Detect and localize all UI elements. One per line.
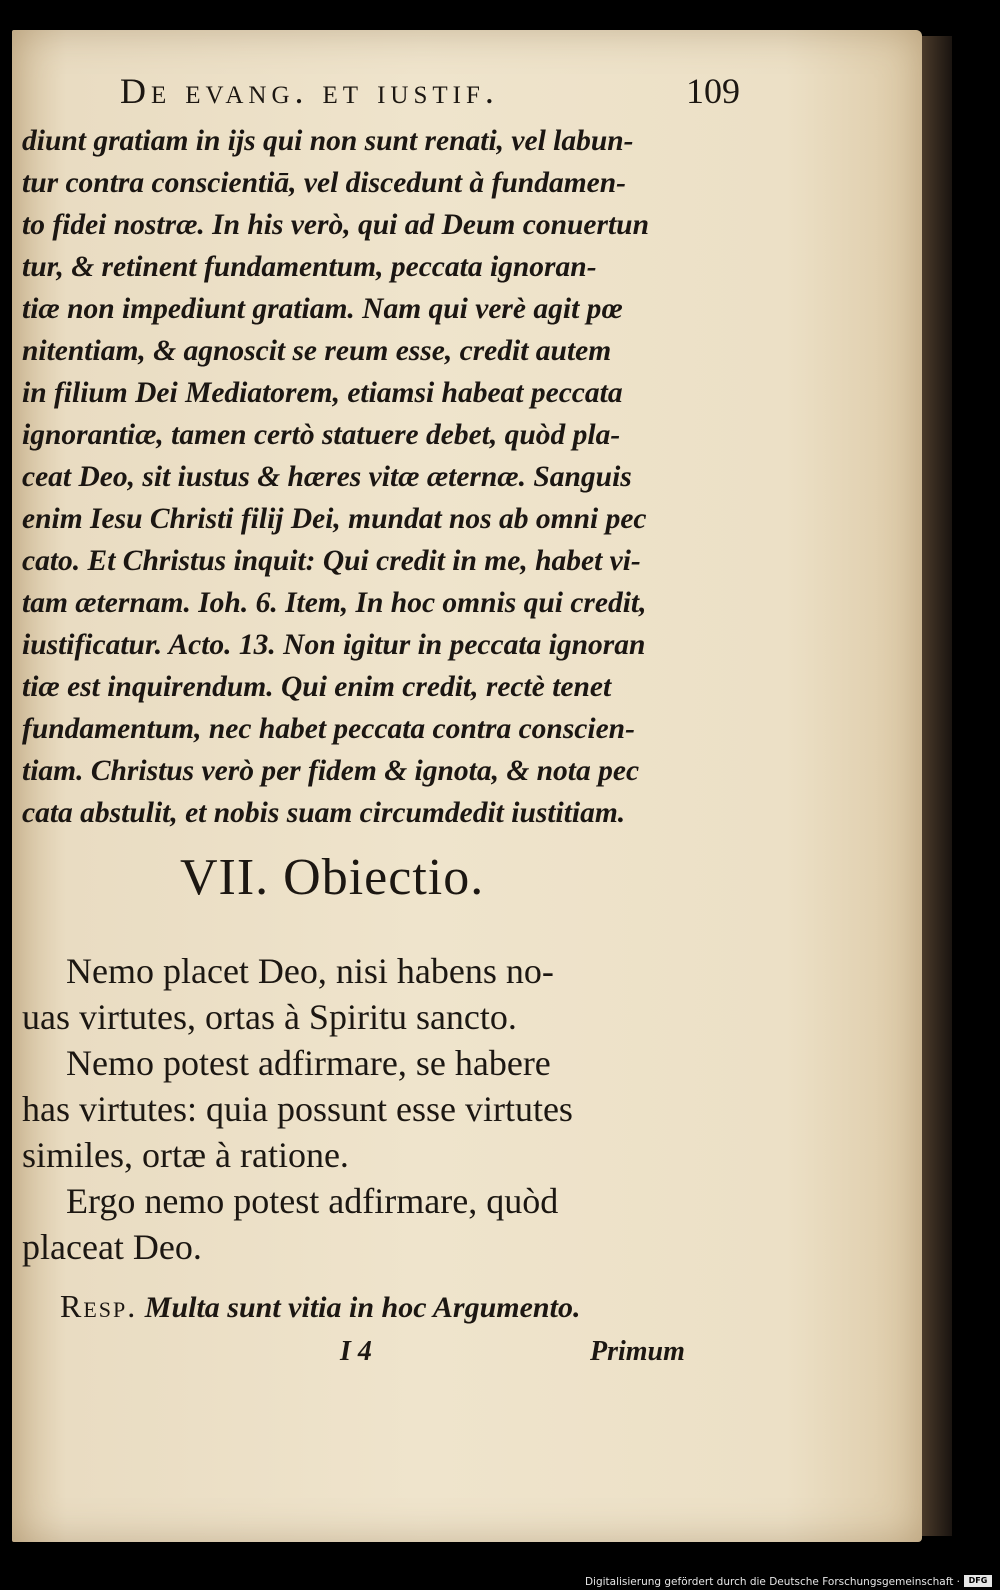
text-line: ignorantiæ, tamen certò statuere debet, quòd pla- [22, 419, 621, 451]
response-line [60, 1288, 710, 1325]
roman-paragraph [22, 948, 712, 1270]
text-line: in filium Dei Mediatorem, etiamsi habeat peccata [22, 377, 623, 409]
text-line: cata abstulit, et nobis suam circumdedit iustitiam. [22, 797, 626, 829]
text-line: Ergo nemo potest adfirmare, quòd [66, 1181, 559, 1221]
text-line: nitentiam, & agnoscit se reum esse, credit autem [22, 335, 612, 367]
page-edge-shadow [922, 36, 952, 1536]
text-line: tur contra conscientiā, vel discedunt à fundamen- [22, 167, 626, 199]
text-line: to fidei nostræ. In his verò, qui ad Deum conuertun [22, 209, 649, 241]
page-number: 109 [686, 71, 740, 111]
text-line: ceat Deo, sit iustus & hæres vitæ æternæ. Sanguis [22, 461, 632, 493]
text-line: uas virtutes, ortas à Spiritu sancto. [22, 997, 517, 1037]
text-line: similes, ortæ à ratione. [22, 1135, 349, 1175]
text-line: placeat Deo. [22, 1227, 202, 1267]
catchword: Primum [590, 1336, 685, 1367]
text-line: tur, & retinent fundamentum, peccata ignoran- [22, 251, 597, 283]
text-line: tiæ est inquirendum. Qui enim credit, rectè tenet [22, 671, 612, 703]
text-line: diunt gratiam in ijs qui non sunt renati, vel labun- [22, 125, 634, 157]
section-heading: VII. Obiectio. [180, 849, 485, 906]
text-line: cato. Et Christus inquit: Qui credit in me, habet vi- [22, 545, 641, 577]
funding-credit: Digitalisierung gefördert durch die Deutsche Forschungsgemeinschaft · [584, 1576, 960, 1588]
running-head: De evang. et iustif. [120, 71, 499, 111]
page-header [120, 70, 740, 120]
response-label: Resp. [60, 1288, 138, 1324]
text-line: has virtutes: quia possunt esse virtutes [22, 1089, 573, 1129]
text-line: tiam. Christus verò per fidem & ignota, & nota pec [22, 755, 640, 787]
text-line: tiæ non impediunt gratiam. Nam qui verè agit pœ [22, 293, 623, 325]
text-line: fundamentum, nec habet peccata contra conscien- [22, 713, 635, 745]
text-line: iustificatur. Acto. 13. Non igitur in peccata ignoran [22, 629, 646, 661]
text-line: tam æternam. Ioh. 6. Item, In hoc omnis qui credit, [22, 587, 647, 619]
text-line: Nemo placet Deo, nisi habens no- [66, 951, 554, 991]
dfg-logo-icon: DFG [964, 1575, 992, 1587]
text-line: Nemo potest adfirmare, se habere [66, 1043, 551, 1083]
italic-paragraph [22, 120, 712, 834]
signature-mark: I 4 [340, 1336, 372, 1367]
text-line: enim Iesu Christi filij Dei, mundat nos ab omni pec [22, 503, 647, 535]
response-text: Multa sunt vitia in hoc Argumento. [144, 1291, 581, 1324]
